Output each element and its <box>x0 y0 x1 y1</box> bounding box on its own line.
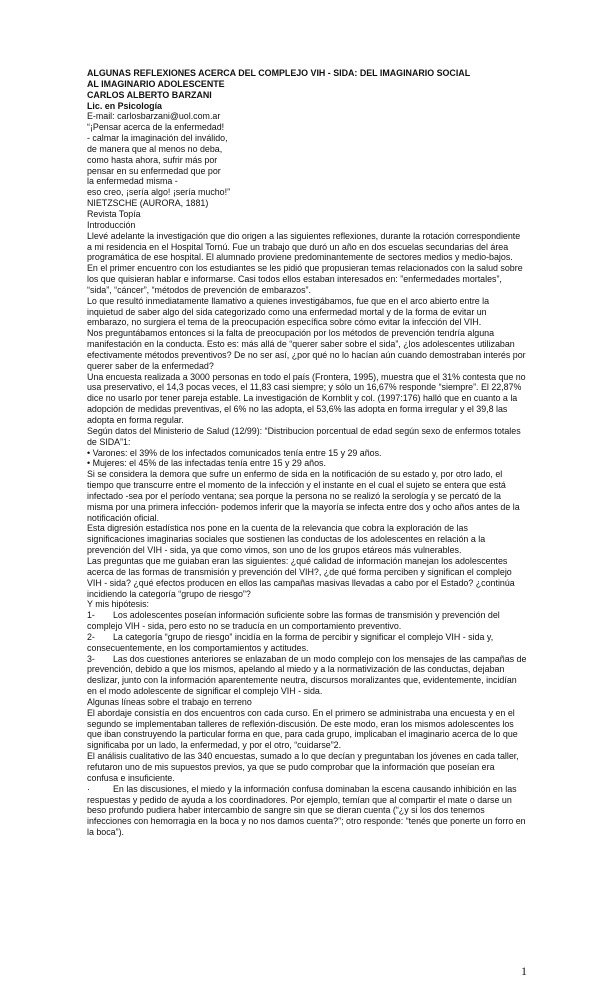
section-heading-introduction: Introducción <box>87 219 136 230</box>
quote-line: como hasta ahora, sufrir más por <box>87 154 218 165</box>
paragraph: Según datos del Ministerio de Salud (12/99): “Distribucion porcentual de edad según sexo de enfermos totales de SIDA”1: <box>87 425 521 447</box>
journal-name: Revista Topía <box>87 208 141 219</box>
author-name: CARLOS ALBERTO BARZANI <box>87 89 212 100</box>
paragraph: El abordaje consistía en dos encuentros con cada curso. En el primero se administraba una encuesta y en el segundo se implementaban talleres de reflexión-discusión. De este modo, eran los mismos adolescentes los que iban construyendo la particular forma en que, para cada grupo, implicaban el imaginario acerca de lo que significaba por un lado, la enfermedad, y por el otro, “cuidarse”2. <box>87 707 518 751</box>
quote-line: la enfermedad misma - <box>87 176 178 187</box>
paragraph: Las preguntas que me guiaban eran las siguientes: ¿qué calidad de información manejan los adolescentes acerca de las formas de transmisión y prevención del VIH?, ¿de qué forma perciben y significan el complejo VIH - sida? ¿qué efectos producen en ellos las campañas masivas llevadas a cabo por el Estado? ¿continúa incidiendo la categoría “grupo de riesgo”? <box>87 555 515 599</box>
quote-line: pensar en su enfermedad que por <box>87 165 221 176</box>
hypothesis-text: La categoría “grupo de riesgo” incidía en la forma de percibir y significar el complejo VIH - sida y, consecuentemente, en los comportamientos y actitudes. <box>87 631 494 653</box>
page-number: 1 <box>521 964 527 978</box>
quote-source: NIETZSCHE (AURORA, 1881) <box>87 198 209 209</box>
hypothesis-text: Los adolescentes poseían información suficiente sobre las formas de transmisión y prevención del complejo VIH - sida, pero esto no se traducía en un comportamiento preventivo. <box>87 610 500 632</box>
bullet-item: • Varones: el 39% de los infectados comunicados tenía entre 15 y 29 años. <box>87 447 382 458</box>
hypotheses-intro: Y mis hipótesis: <box>87 599 149 610</box>
section-heading-fieldwork: Algunas líneas sobre el trabajo en terreno <box>87 696 252 707</box>
paragraph-mark: · <box>87 783 90 794</box>
paragraph-text: En las discusiones, el miedo y la información confusa dominaban la escena causando inhibición en las respuestas y pedido de ayuda a los coordinadores. Por ejemplo, temían que al compartir el mate o darse un beso profundo pudiera haber intercambio de sangre sin que se dieran cuenta (“¿y si los dos tenemos infecciones con hemorragia en la boca y no nos damos cuenta?”; otro responde: “tenés que ponerte un forro en la boca”). <box>87 783 526 838</box>
paragraph <box>87 784 527 838</box>
hypothesis-item <box>87 632 527 654</box>
paragraph: Nos preguntábamos entonces si la falta de preocupación por los métodos de prevención tendría alguna manifestación en la conducta. Esto es: más allá de “querer saber sobre el sida”, ¿los adolescentes utilizaban efectivamente métodos preventivos? De no ser así, ¿por qué no lo hacían aún cuando demostraban interés por querer saber de la enfermedad? <box>87 328 526 371</box>
paragraph: Lo que resultó inmediatamente llamativo a quienes investigábamos, fue que en el arco abierto entre la inquietud de saber algo del sida categorizado como una enfermedad mortal y de la forma de evitar un embarazo, no surgiera el tema de la preocupación específica sobre cómo evitar la infección del VIH. <box>87 295 490 328</box>
paragraph: El análisis cualitativo de las 340 encuestas, sumado a lo que decían y preguntaban los jóvenes en cada taller, refutaron uno de mis supuestos previos, ya que se pudo comprobar que la información que poseían era confusa e insuficiente. <box>87 751 519 783</box>
author-email: E-mail: carlosbarzani@uol.com.ar <box>87 111 221 122</box>
epigraph-quote <box>87 122 527 198</box>
hypothesis-text: Las dos cuestiones anteriores se enlazaban de un modo complejo con los mensajes de las campañas de prevención, debido a que los mismos, apelando al miedo y a la normativización de las conductas, dejaban deslizar, junto con la información aparentemente neutra, discursos moralizantes que, evidentemente, incidían en el modo adolescente de significar el complejo VIH - sida. <box>87 653 527 697</box>
quote-line: de manera que al menos no deba, <box>87 143 223 154</box>
quote-line: eso creo, ¡sería algo! ¡sería mucho!” <box>87 187 231 198</box>
paragraph: Llevé adelante la investigación que dio origen a las siguientes reflexiones, durante la rotación correspondiente a mi residencia en el Hospital Tornú. Fue un trabajo que duró un año en dos escuelas secundarias del área programática de ese hospital. El alumnado proviene predominantemente de sectores medios y medio-bajos. <box>87 230 521 263</box>
quote-line: “¡Pensar acerca de la enfermedad! <box>87 122 225 133</box>
hypothesis-number: 2- <box>87 631 95 642</box>
hypothesis-item <box>87 654 527 697</box>
article-title-line-1: ALGUNAS REFLEXIONES ACERCA DEL COMPLEJO VIH - SIDA: DEL IMAGINARIO SOCIAL <box>87 68 471 78</box>
hypothesis-item <box>87 610 527 632</box>
quote-line: - calmar la imaginación del inválido, <box>87 133 228 144</box>
document-body <box>87 68 527 838</box>
hypothesis-number: 3- <box>87 653 95 664</box>
author-degree: Lic. en Psicología <box>87 100 162 111</box>
bullet-item: • Mujeres: el 45% de las infectadas tenía entre 15 y 29 años. <box>87 458 326 469</box>
article-title-line-2: AL IMAGINARIO ADOLESCENTE <box>87 78 225 89</box>
hypothesis-number: 1- <box>87 610 95 621</box>
paragraph: Si se considera la demora que sufre un enfermo de sida en la notificación de su estado y, por otro lado, el tiempo que transcurre entre el momento de la infección y el instante en el cual el sujeto se entera que está infectado -sea por el período ventana; sea porque la persona no se realizó la serología y se percató de la misma por una primera infección- podemos inferir que la mayoría se infecta entre dos y ocho años antes de la notificación oficial. <box>87 469 520 523</box>
paragraph: Esta digresión estadística nos pone en la cuenta de la relevancia que cobra la exploración de las significaciones imaginarias sociales que sostienen las conductas de los adolescentes en relación a la prevención del VIH - sida, ya que como vimos, son uno de los grupos etáreos más vulnerables. <box>87 523 486 556</box>
paragraph: En el primer encuentro con los estudiantes se les pidió que propusieran temas relacionados con la salud sobre los que quisieran hablar e informarse. Casi todos ellos estaban interesados en: ”enfermedades mortales”, “sida”, “cáncer”, “métodos de prevención de embarazos”. <box>87 263 523 295</box>
paragraph: Una encuesta realizada a 3000 personas en todo el país (Frontera, 1995), muestra que el 31% contesta que no usa preservativo, el 14,3 pocas veces, el 11,83 casi siempre; y sólo un 16,67% responde “siempre”. El 22,87% dice no usarlo por tener pareja estable. La investigación de Kornblit y col. (1997:176) halló que en cuanto a la adopción de medidas preventivas, el 6% no las adopta, el 53,6% las adopta en forma irregular y el 39,8 las adopta en forma regular. <box>87 371 526 425</box>
